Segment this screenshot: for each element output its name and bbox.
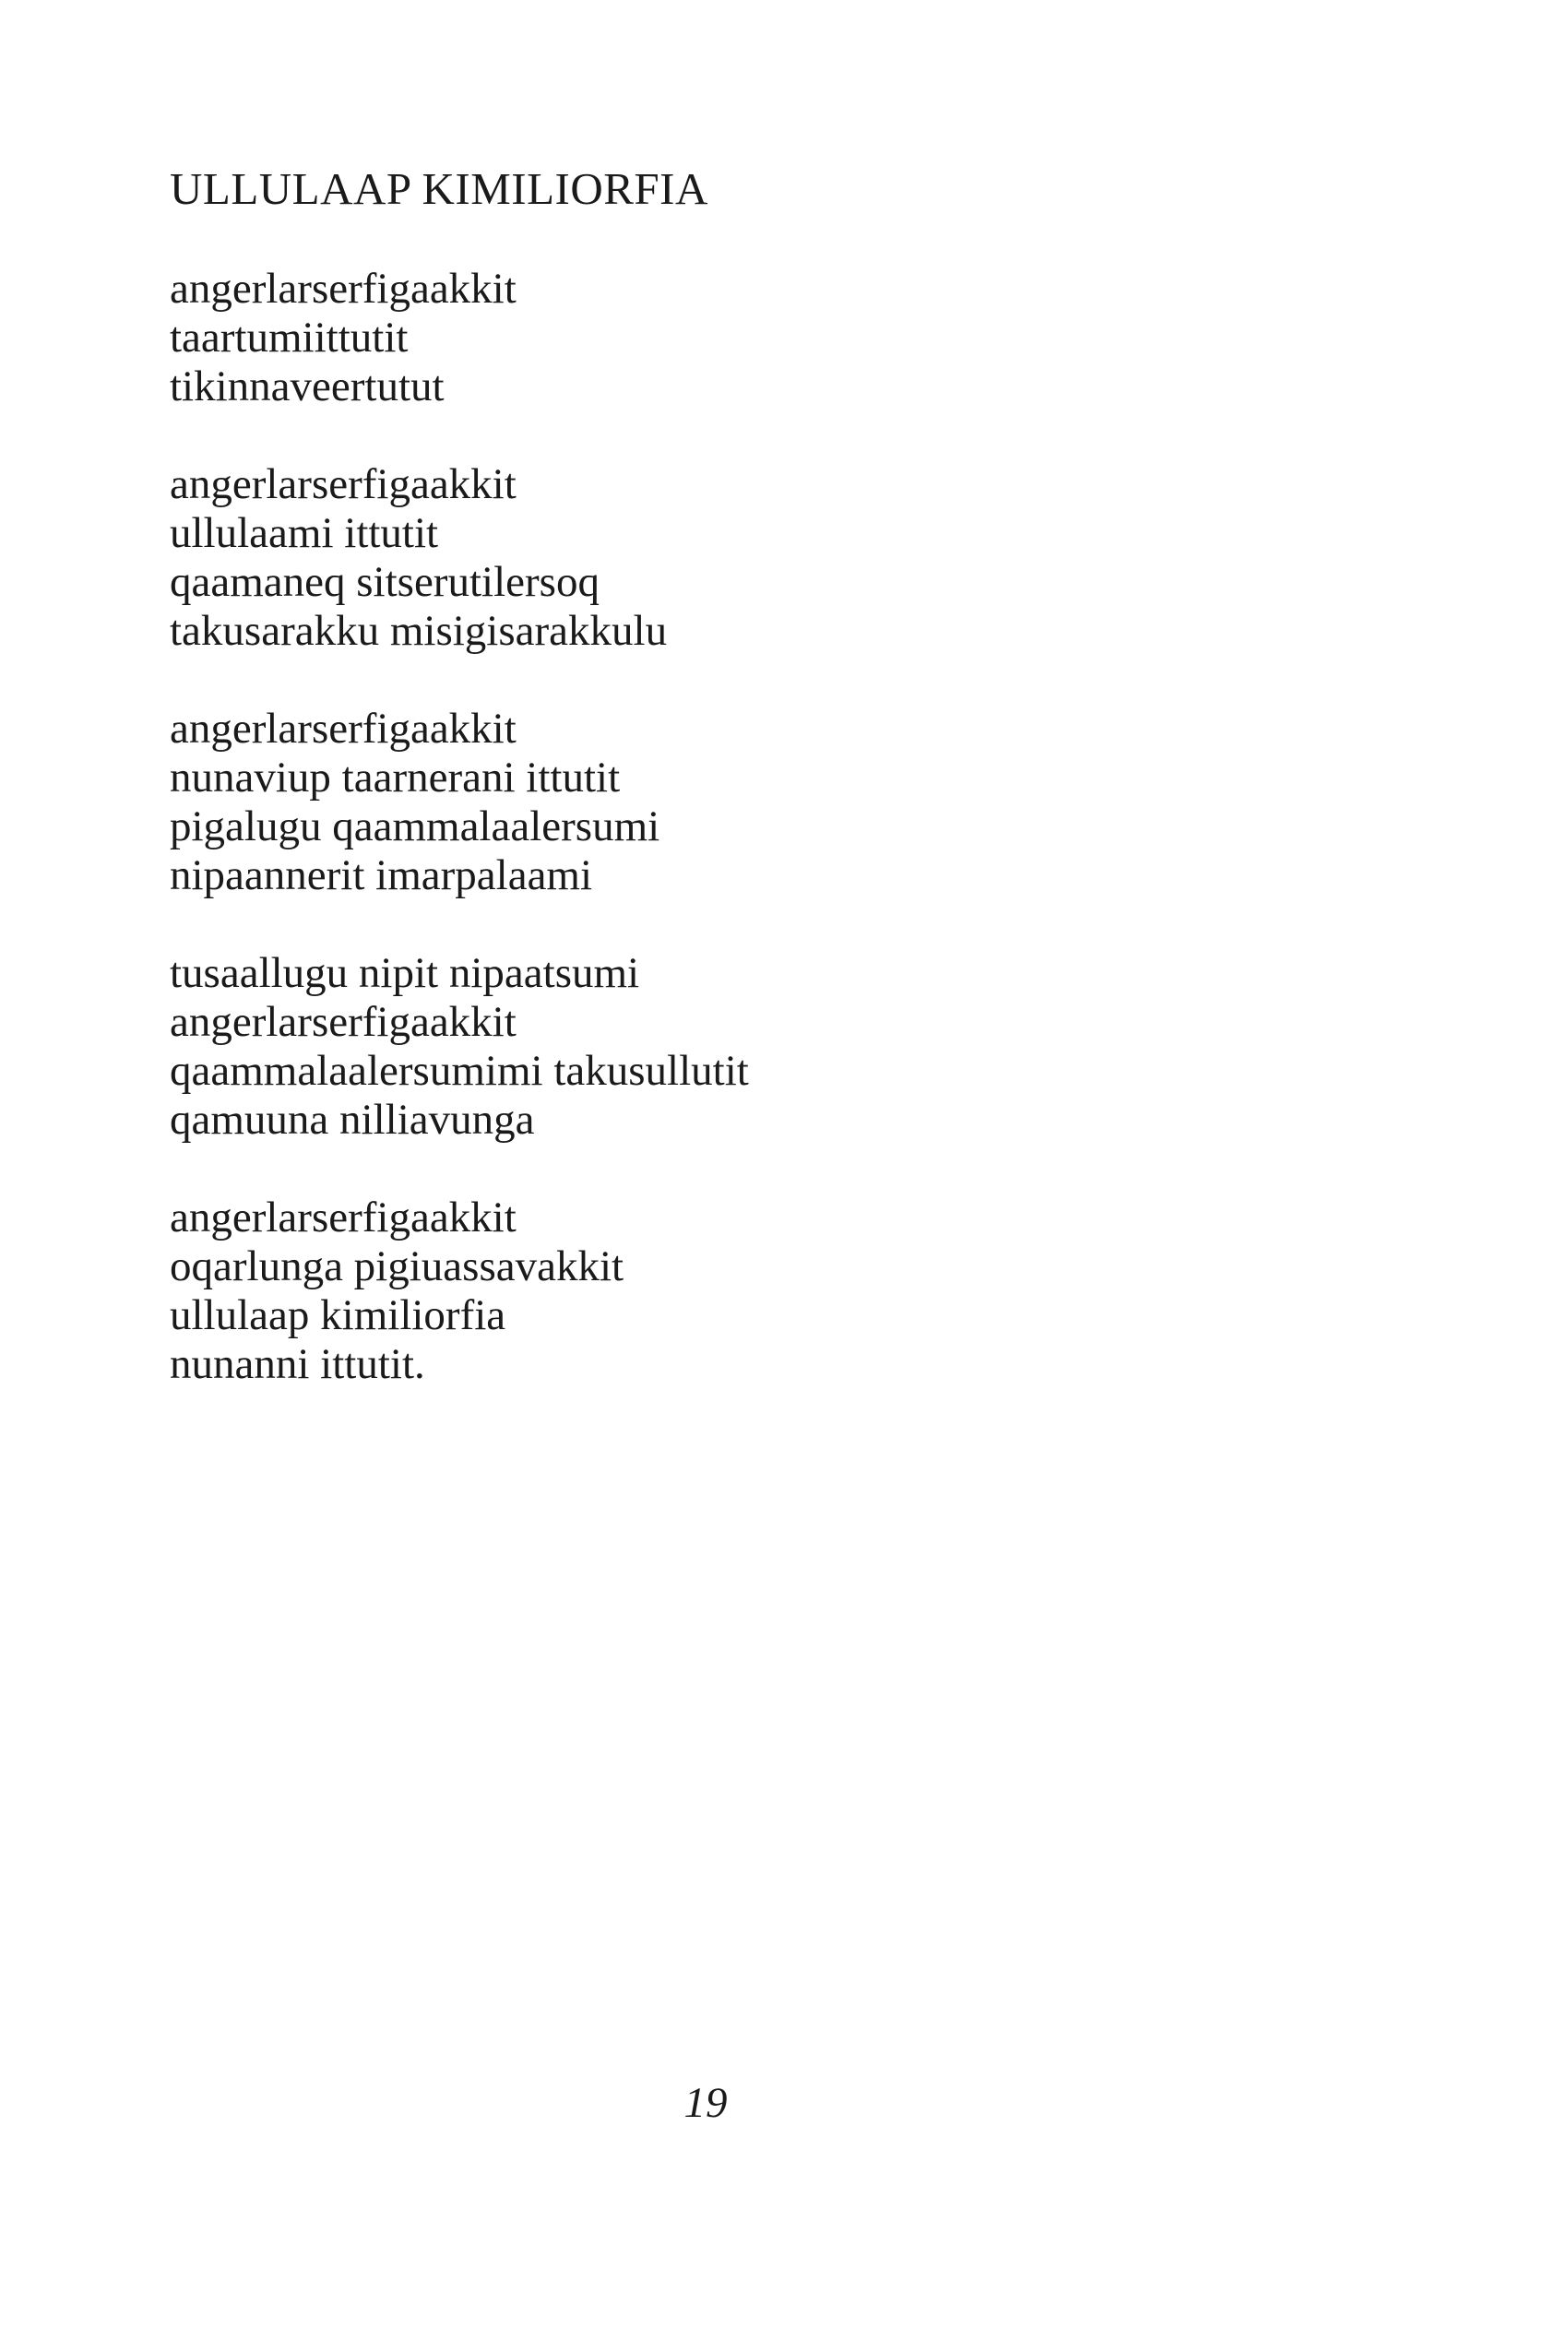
page-number: 19 — [683, 2079, 728, 2127]
poem-line: oqarlunga pigiuassavakkit — [170, 1242, 624, 1290]
poem-line: angerlarserfigaakkit — [170, 998, 517, 1046]
poem-line: angerlarserfigaakkit — [170, 1194, 517, 1241]
poem-line: pigalugu qaammalaalersumi — [170, 802, 660, 850]
poem-line: qamuuna nilliavunga — [170, 1096, 535, 1144]
poem-line: angerlarserfigaakkit — [170, 460, 517, 508]
poem-line: ullulaami ittutit — [170, 509, 439, 557]
poem-line: nunaviup taarnerani ittutit — [170, 754, 621, 802]
poem-line: angerlarserfigaakkit — [170, 705, 517, 753]
stanza-3 — [170, 705, 1277, 900]
poem-line: angerlarserfigaakkit — [170, 265, 517, 313]
stanza-4 — [170, 949, 1277, 1145]
poem-line: nunanni ittutit. — [170, 1340, 425, 1388]
poem-line: tikinnaveertutut — [170, 362, 445, 410]
poem-line: nipaannerit imarpalaami — [170, 851, 593, 899]
poem-line: taartumiittutit — [170, 314, 409, 362]
poem-body — [170, 265, 1277, 1438]
poem-line: qaamaneq sitserutilersoq — [170, 558, 600, 606]
poem-line: ullulaap kimiliorfia — [170, 1291, 506, 1339]
poem-line: tusaallugu nipit nipaatsumi — [170, 949, 640, 997]
stanza-5 — [170, 1194, 1277, 1389]
poem-line: takusarakku misigisarakkulu — [170, 607, 668, 655]
stanza-2 — [170, 460, 1277, 656]
poem-line: qaammalaalersumimi takusullutit — [170, 1047, 749, 1095]
stanza-1 — [170, 265, 1277, 411]
poem-title: ULLULAAP KIMILIORFIA — [170, 163, 708, 214]
